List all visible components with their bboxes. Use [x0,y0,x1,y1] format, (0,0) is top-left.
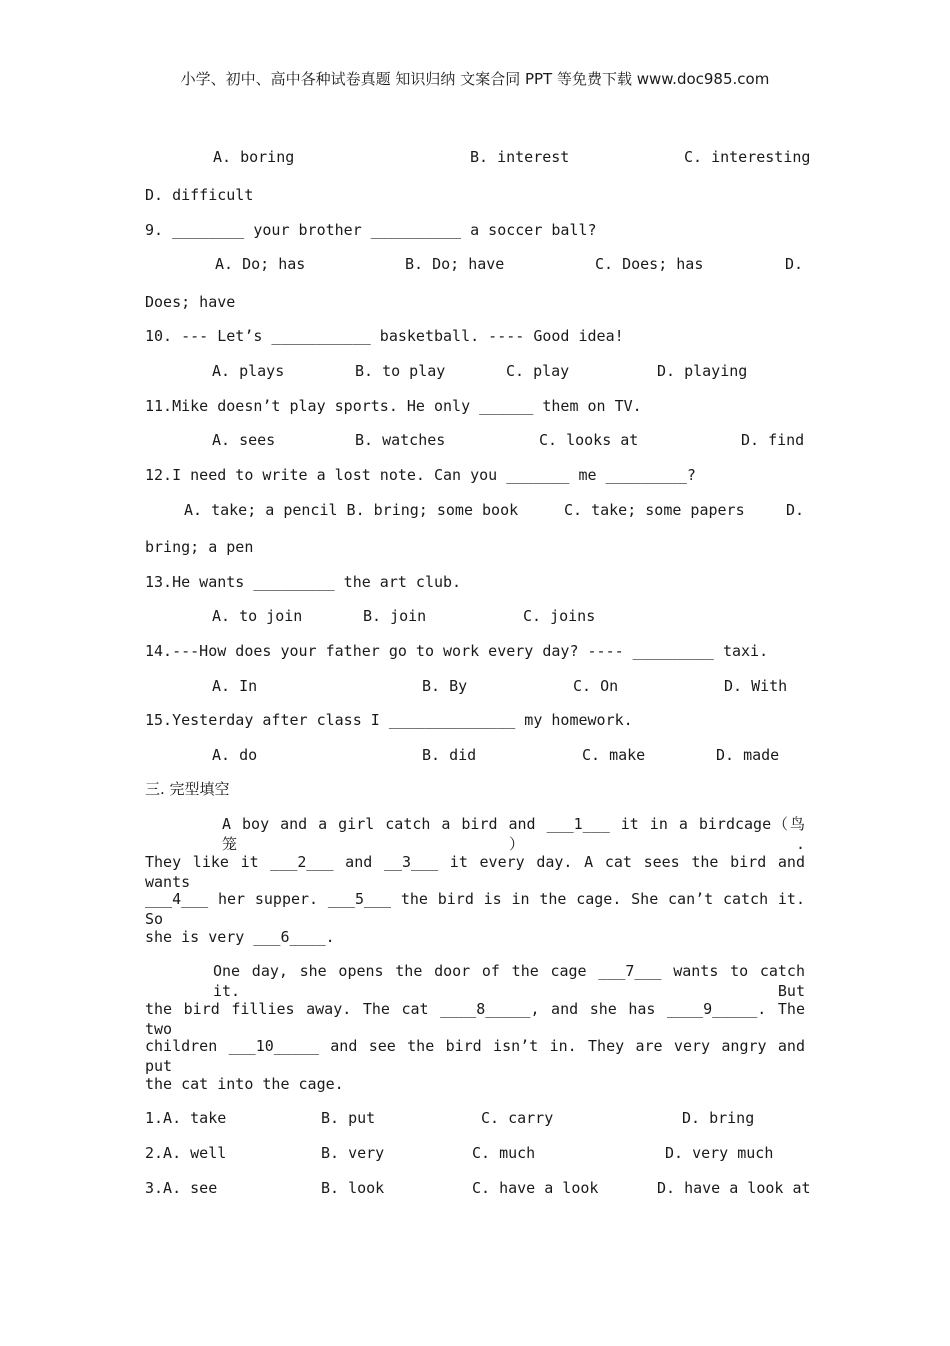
q9-option-b: B. Do; have [405,255,505,273]
q10-stem: 10. --- Let’s ___________ basketball. ---- Good idea! [145,327,624,345]
q13-option-c: C. joins [523,607,596,625]
passage-line-7: children ___10_____ and see the bird isn’t in. They are very angry and put [145,1037,805,1075]
cloze-2-option-a: 2.A. well [145,1144,227,1162]
cloze-3-option-c: C. have a look [472,1179,599,1197]
q11-option-d: D. find [741,431,805,449]
cloze-2-option-d: D. very much [665,1144,774,1162]
q12-option-c: C. take; some papers [564,501,745,519]
q8-option-d: D. difficult [145,186,254,204]
q14-option-c: C. On [573,677,619,695]
q15-option-c: C. make [582,746,646,764]
cloze-1-option-c: C. carry [481,1109,554,1127]
passage-line-1: A boy and a girl catch a bird and ___1___ it in a birdcage（鸟笼）. [222,815,805,853]
q14-option-d: D. With [724,677,788,695]
q8-option-a: A. boring [213,148,295,166]
q14-stem: 14.---How does your father go to work every day? ---- _________ taxi. [145,642,769,660]
passage-line-2: They like it ___2___ and __3___ it every day. A cat sees the bird and wants [145,853,805,891]
passage-line-3: ___4___ her supper. ___5___ the bird is in the cage. She can’t catch it. So [145,890,805,928]
passage-line-5: One day, she opens the door of the cage ___7___ wants to catch it. But [213,962,805,1000]
q14-option-b: B. By [422,677,468,695]
q12-option-d-text: bring; a pen [145,538,254,556]
q11-stem: 11.Mike doesn’t play sports. He only ______ them on TV. [145,397,642,415]
section-3-heading: 三. 完型填空 [145,780,230,798]
q10-option-a: A. plays [212,362,285,380]
q12-option-ab: A. take; a pencil B. bring; some book [184,501,519,519]
q8-option-c: C. interesting [684,148,811,166]
q13-stem: 13.He wants _________ the art club. [145,573,462,591]
q12-stem: 12.I need to write a lost note. Can you _______ me _________? [145,466,696,484]
q13-option-a: A. to join [212,607,303,625]
passage-line-6: the bird fillies away. The cat ____8_____, and she has ____9_____. The two [145,1000,805,1038]
cloze-1-option-a: 1.A. take [145,1109,227,1127]
q11-option-b: B. watches [355,431,446,449]
cloze-1-option-b: B. put [321,1109,376,1127]
q10-option-c: C. play [506,362,570,380]
cloze-3-option-b: B. look [321,1179,385,1197]
q15-stem: 15.Yesterday after class I ______________ my homework. [145,711,633,729]
q10-option-b: B. to play [355,362,446,380]
cloze-1-option-d: D. bring [682,1109,755,1127]
q11-option-a: A. sees [212,431,276,449]
cloze-3-option-a: 3.A. see [145,1179,218,1197]
q13-option-b: B. join [363,607,427,625]
q9-option-d: D. [785,255,804,273]
passage-line-8: the cat into the cage. [145,1075,344,1093]
q11-option-c: C. looks at [539,431,639,449]
page-header: 小学、初中、高中各种试卷真题 知识归纳 文案合同 PPT 等免费下载 www.doc985.com [180,70,770,88]
q9-option-c: C. Does; has [595,255,704,273]
q8-option-b: B. interest [470,148,570,166]
q15-option-b: B. did [422,746,477,764]
q15-option-a: A. do [212,746,258,764]
q9-option-a: A. Do; has [215,255,306,273]
passage-line-4: she is very ___6____. [145,928,335,946]
cloze-2-option-b: B. very [321,1144,385,1162]
cloze-2-option-c: C. much [472,1144,536,1162]
q15-option-d: D. made [716,746,780,764]
q9-option-d-text: Does; have [145,293,236,311]
q12-option-d: D. [786,501,805,519]
q9-stem: 9. ________ your brother __________ a soccer ball? [145,221,597,239]
q10-option-d: D. playing [657,362,748,380]
q14-option-a: A. In [212,677,258,695]
cloze-3-option-d: D. have a look at [657,1179,811,1197]
